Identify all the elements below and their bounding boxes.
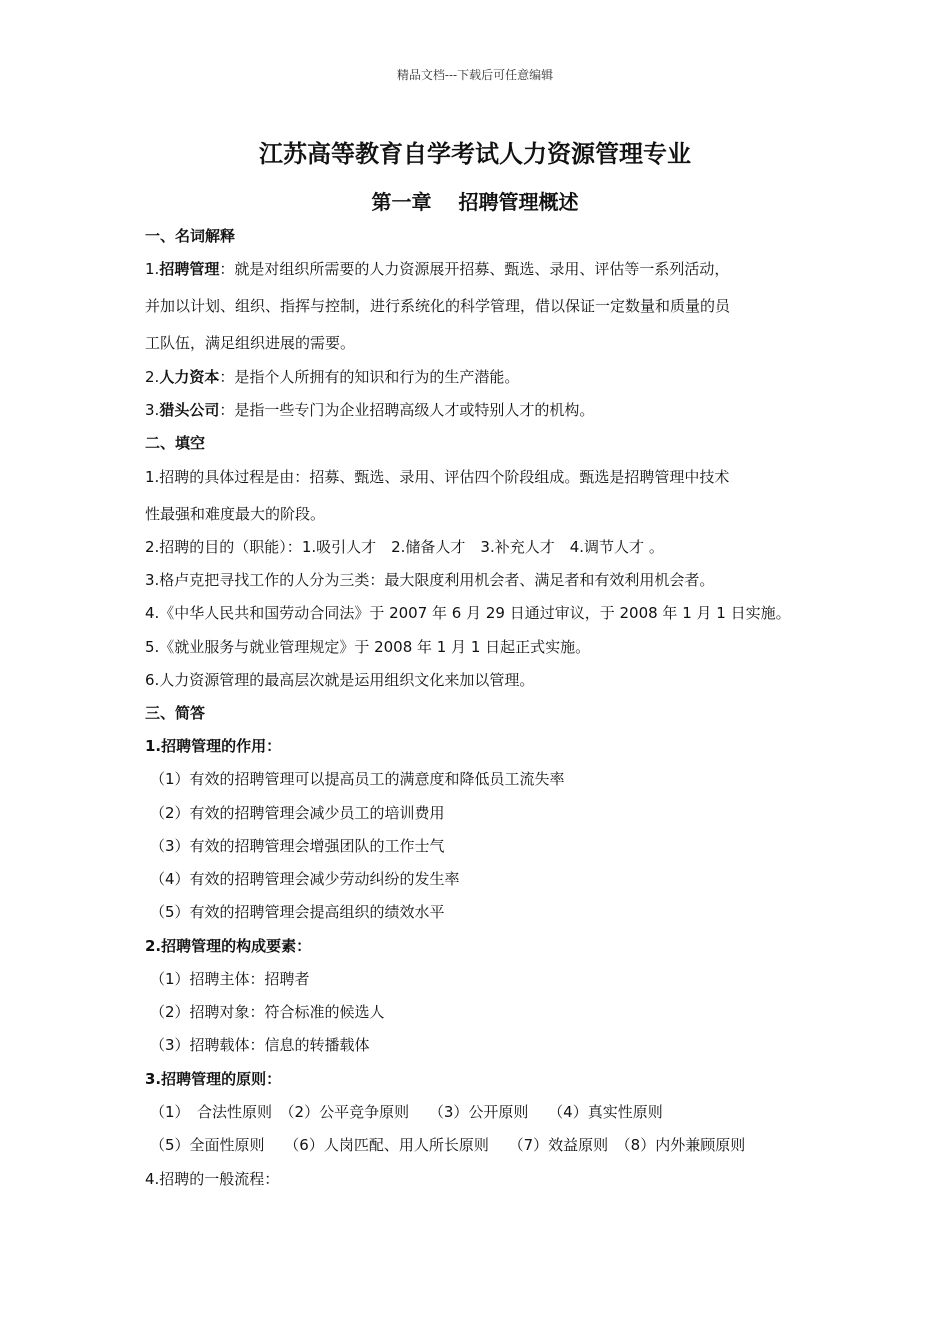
term-1-name: 招聘管理 (159, 260, 220, 278)
question-3-principles-line-2: （5）全面性原则 （6）人岗匹配、用人所长原则 （7）效益原则 （8）内外兼顾原则 (150, 1136, 746, 1154)
term-3-name: 猎头公司 (159, 401, 220, 419)
question-1: 1.招聘管理的作用： (145, 737, 282, 755)
fill-5: 5.《就业服务与就业管理规定》于 2008 年 1 月 1 日起正式实施。 (145, 638, 591, 656)
question-3-principles-line-1: （1） 合法性原则 （2）公平竞争原则 （3）公开原则 （4）真实性原则 (150, 1103, 663, 1121)
question-1-item: （4）有效的招聘管理会减少劳动纠纷的发生率 (150, 870, 460, 888)
question-2-item: （3）招聘载体：信息的转播载体 (150, 1036, 370, 1054)
fill-3: 3.格卢克把寻找工作的人分为三类：最大限度利用机会者、满足者和有效利用机会者。 (145, 571, 715, 589)
fill-4: 4.《中华人民共和国劳动合同法》于 2007 年 6 月 29 日通过审议，于 2008 年 1 月 1 日实施。 (145, 604, 791, 622)
section-heading-short-answer: 三、简答 (145, 704, 206, 722)
fill-1-line-2: 性最强和难度最大的阶段。 (145, 505, 326, 523)
question-2-item: （2）招聘对象：符合标准的候选人 (150, 1003, 385, 1021)
term-3-number: 3. (145, 401, 160, 419)
term-2-number: 2. (145, 368, 160, 386)
question-2-item: （1）招聘主体：招聘者 (150, 970, 310, 988)
term-3-definition: ：是指一些专门为企业招聘高级人才或特别人才的机构。 (219, 401, 595, 419)
section-heading-fill: 二、填空 (145, 434, 206, 452)
question-2: 2.招聘管理的构成要素： (145, 937, 312, 955)
document-title: 江苏高等教育自学考试人力资源管理专业 (259, 139, 691, 168)
question-1-item: （3）有效的招聘管理会增强团队的工作士气 (150, 837, 445, 855)
question-1-item: （2）有效的招聘管理会减少员工的培训费用 (150, 804, 445, 822)
page-header: 精品文档---下载后可任意编辑 (396, 68, 554, 82)
term-1-number: 1. (145, 260, 160, 278)
fill-1-line-1: 1.招聘的具体过程是由：招募、甄选、录用、评估四个阶段组成。甄选是招聘管理中技术 (145, 468, 730, 486)
question-1-item: （1）有效的招聘管理可以提高员工的满意度和降低员工流失率 (150, 770, 565, 788)
term-2-definition: ：是指个人所拥有的知识和行为的生产潜能。 (219, 368, 520, 386)
term-1 (145, 259, 729, 279)
fill-2: 2.招聘的目的（职能）：1.吸引人才 2.储备人才 3.补充人才 4.调节人才 。 (145, 538, 664, 556)
term-1-definition: ：就是对组织所需要的人力资源展开招募、甄选、录用、评估等一系列活动， (219, 260, 730, 278)
term-1-line-2: 并加以计划、组织、指挥与控制，进行系统化的科学管理，借以保证一定数量和质量的员 (145, 297, 731, 315)
fill-6: 6.人力资源管理的最高层次就是运用组织文化来加以管理。 (145, 671, 535, 689)
term-2-name: 人力资本 (159, 368, 220, 386)
term-2 (145, 367, 519, 387)
question-1-item: （5）有效的招聘管理会提高组织的绩效水平 (150, 903, 445, 921)
question-4: 4.招聘的一般流程： (145, 1170, 280, 1188)
term-1-line-3: 工队伍，满足组织进展的需要。 (145, 334, 356, 352)
term-3 (145, 400, 594, 420)
question-3: 3.招聘管理的原则： (145, 1070, 282, 1088)
chapter-title: 第一章 招聘管理概述 (371, 190, 579, 214)
section-heading-terms: 一、名词解释 (145, 227, 236, 245)
